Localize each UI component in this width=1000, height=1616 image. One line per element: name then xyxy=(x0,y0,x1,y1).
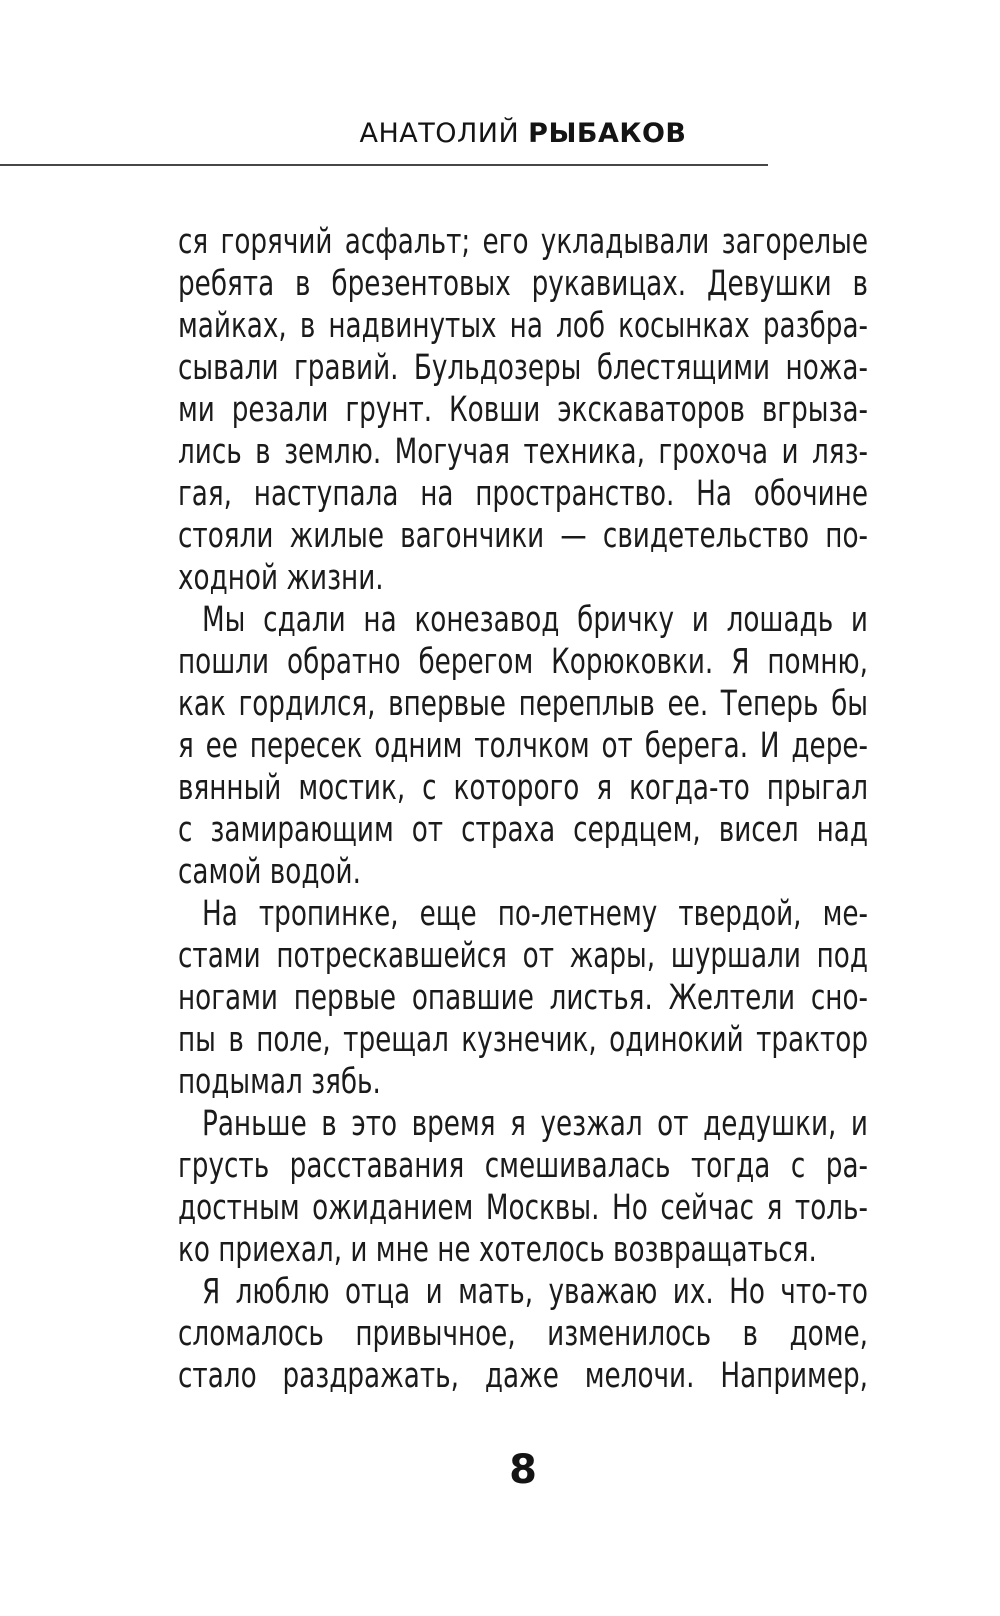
text-line: достным ожиданием Москвы. Но сейчас я толь- xyxy=(178,1188,868,1228)
text-line: ся горячий асфальт; его укладывали загорелые xyxy=(178,222,868,262)
text-line: пошли обратно берегом Корюковки. Я помню, xyxy=(178,642,868,682)
text-line: ко приехал, и мне не хотелось возвращаться. xyxy=(178,1230,817,1270)
text-line: самой водой. xyxy=(178,852,361,892)
text-line: ногами первые опавшие листья. Желтели сно- xyxy=(178,978,868,1018)
text-line: сломалось привычное, изменилось в доме, xyxy=(178,1314,868,1354)
text-line: стало раздражать, даже мелочи. Например, xyxy=(178,1356,868,1396)
text-line: как гордился, впервые переплыв ее. Теперь бы xyxy=(178,684,868,724)
page-number: 8 xyxy=(509,1447,537,1493)
text-line: ребята в брезентовых рукавицах. Девушки в xyxy=(178,264,868,304)
page-text xyxy=(178,221,868,1397)
text-line: майках, в надвинутых на лоб косынках разбра- xyxy=(178,306,868,346)
text-line: грусть расставания смешивалась тогда с ра- xyxy=(178,1146,868,1186)
running-header xyxy=(178,119,868,149)
author-first-name: АНАТОЛИЙ xyxy=(359,118,520,149)
text-line: гая, наступала на пространство. На обочине xyxy=(178,474,868,514)
text-line: пы в поле, трещал кузнечик, одинокий трактор xyxy=(178,1020,868,1060)
text-line: стояли жилые вагончики — свидетельство по- xyxy=(178,516,868,556)
author-last-name: РЫБАКОВ xyxy=(528,118,687,149)
text-line: ходной жизни. xyxy=(178,558,384,598)
text-line: стами потрескавшейся от жары, шуршали под xyxy=(178,936,868,976)
text-line: сывали гравий. Бульдозеры блестящими ножа- xyxy=(178,348,868,388)
header-rule xyxy=(0,164,768,166)
text-line: Мы сдали на конезавод бричку и лошадь и xyxy=(202,600,868,640)
text-line: лись в землю. Могучая техника, грохоча и ляз- xyxy=(178,432,868,472)
text-line: с замирающим от страха сердцем, висел над xyxy=(178,810,868,850)
text-line: вянный мостик, с которого я когда-то прыгал xyxy=(178,768,868,808)
text-line: ми резали грунт. Ковши экскаваторов вгрыза- xyxy=(178,390,868,430)
text-line: Я люблю отца и мать, уважаю их. Но что-то xyxy=(202,1272,868,1312)
text-line: подымал зябь. xyxy=(178,1062,381,1102)
text-line: На тропинке, еще по-летнему твердой, ме- xyxy=(202,894,868,934)
text-line: я ее пересек одним толчком от берега. И дере- xyxy=(178,726,868,766)
text-line: Раньше в это время я уезжал от дедушки, и xyxy=(202,1104,868,1144)
